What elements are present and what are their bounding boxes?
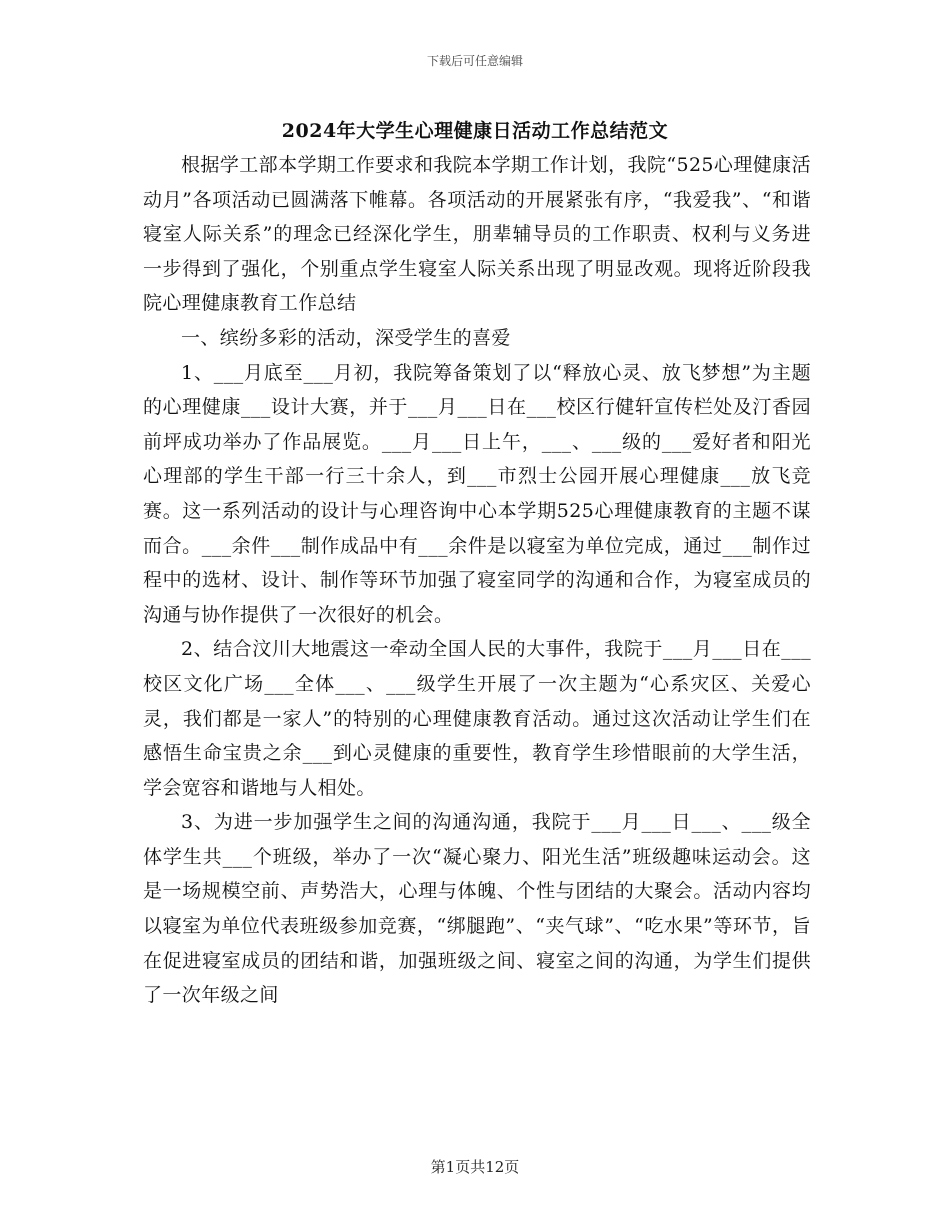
paragraph-item-1: 1、___月底至___月初，我院筹备策划了以“释放心灵、放飞梦想”为主题的心理健康___设计大赛，并于___月___日在___校区行健轩宣传栏处及汀香园前坪成功举办了作品展览。___月___日上午，___、___级的___爱好者和阳光心理部的学生干部一行三十余人，到___市烈士公园开展心理健康___放飞竞赛。这一系列活动的设计与心理咨询中心本学期525心理健康教育的主题不谋而合。___余件___制作成品中有___余件是以寝室为单位完成，通过___制作过程中的选材、设计、制作等环节加强了寝室同学的沟通和合作，为寝室成员的沟通与协作提供了一次很好的机会。: [143, 361, 811, 626]
document-body: [143, 148, 811, 1013]
paragraph-item-2: 2、结合汶川大地震这一牵动全国人民的大事件，我院于___月___日在___校区文化广场___全体___、___级学生开展了一次主题为“心系灾区、关爱心灵，我们都是一家人”的特别的心理健康教育活动。通过这次活动让学生们在感悟生命宝贵之余___到心灵健康的重要性，教育学生珍惜眼前的大学生活，学会宽容和谐地与人相处。: [143, 638, 811, 799]
page-number: 第1页共12页: [430, 1158, 520, 1176]
intro-paragraph: 根据学工部本学期工作要求和我院本学期工作计划，我院“525心理健康活动月”各项活动已圆满落下帷幕。各项活动的开展紧张有序，“我爱我”、“和谐寝室人际关系”的理念已经深化学生，朋辈辅导员的工作职责、权利与义务进一步得到了强化，个别重点学生寝室人际关系出现了明显改观。现将近阶段我院心理健康教育工作总结: [143, 154, 811, 315]
paragraph-item-3: 3、为进一步加强学生之间的沟通沟通，我院于___月___日___、___级全体学生共___个班级，举办了一次“凝心聚力、阳光生活”班级趣味运动会。这是一场规模空前、声势浩大，心理与体魄、个性与团结的大聚会。活动内容均以寝室为单位代表班级参加竞赛，“绑腿跑”、“夹气球”、“吃水果”等环节，旨在促进寝室成员的团结和谐，加强班级之间、寝室之间的沟通，为学生们提供了一次年级之间: [143, 811, 811, 1007]
header-note: 下载后可任意编辑: [426, 54, 523, 68]
document-title: 2024年大学生心理健康日活动工作总结范文: [281, 120, 669, 142]
section-heading: 一、缤纷多彩的活动，深受学生的喜爱: [181, 326, 511, 349]
